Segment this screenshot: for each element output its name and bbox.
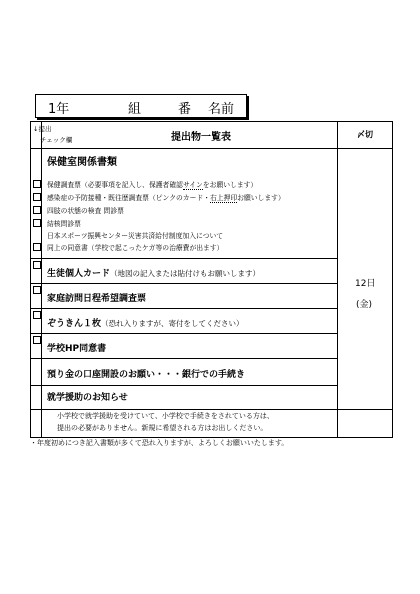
row-divider	[31, 283, 337, 284]
tb-check-item: 結核問診票	[47, 220, 81, 228]
header-deadline: 〆切	[357, 130, 373, 139]
header-check-line1: ↓提出	[33, 125, 52, 133]
checkbox-tb-check[interactable]	[33, 219, 41, 227]
row-divider	[31, 385, 337, 386]
class-label: 組	[128, 102, 142, 117]
home-visit-title: 家庭訪問日程希望調査票	[47, 294, 147, 304]
checkbox-sports-consent[interactable]	[33, 243, 41, 251]
sports-center-item: 日本スポーツ振興センター災害共済給付制度加入について	[47, 232, 224, 240]
checkbox-student-card[interactable]	[33, 261, 41, 269]
deadline-weekday: (金)	[356, 300, 373, 310]
health-survey-item: 保健調査票（必要事項を記入し、保護者確認サインをお願いします）	[47, 181, 258, 189]
name-label: 名前	[208, 102, 235, 117]
footnote: ・年度初めにつき記入書類が多くて恐れ入りますが、よろしくお願いいたします。	[30, 439, 289, 447]
table-title: 提出物一覧表	[171, 132, 231, 143]
aid-body-line1: 小学校で就学援助を受けていて、小学校で手続きをされている方は、	[57, 412, 274, 420]
row-divider	[31, 148, 392, 149]
row-divider	[31, 333, 337, 334]
checkbox-rag[interactable]	[33, 311, 41, 319]
row-divider	[31, 308, 337, 309]
header-check-line2: チェック欄	[40, 136, 73, 144]
checkbox-home-visit[interactable]	[33, 286, 41, 294]
sports-consent-item: 同上の同意書（学校で起こったケガ等の治療費が出ます）	[47, 244, 224, 252]
student-info-box	[35, 94, 247, 118]
checkbox-limbs-check[interactable]	[33, 206, 41, 214]
row-divider	[31, 258, 337, 259]
rag-row: ぞうきん１枚（恐れ入りますが、寄付をしてください）	[47, 319, 244, 329]
aid-body-line2: 提出の必要がありません。新規に希望される方はお出しください。	[57, 424, 268, 432]
grade-label: 1年	[48, 102, 70, 117]
row-divider	[31, 409, 392, 410]
bank-account-title: 預り金の口座開設のお願い・・・銀行での手続き	[47, 370, 246, 380]
column-divider	[337, 122, 338, 437]
aid-title: 就学援助のお知らせ	[47, 393, 128, 403]
row-divider	[31, 358, 337, 359]
health-heading: 保健室関係書類	[47, 157, 117, 168]
submission-table	[30, 121, 393, 438]
student-card-row: 生徒個人カード（地図の記入または貼付けもお願いします）	[47, 269, 261, 279]
checkbox-vaccine-survey[interactable]	[33, 193, 41, 201]
checkbox-hp-consent[interactable]	[33, 336, 41, 344]
checkbox-health-survey[interactable]	[33, 180, 41, 188]
column-divider	[41, 122, 42, 437]
number-label: 番	[178, 102, 192, 117]
vaccine-survey-item: 感染症の予防接種・既往歴調査票（ピンクのカード・右上押印お願いします）	[47, 194, 285, 202]
deadline-date: 12日	[355, 279, 376, 289]
hp-consent-title: 学校HP同意書	[47, 344, 107, 354]
limbs-check-item: 四肢の状態の検査 問診票	[47, 207, 124, 215]
